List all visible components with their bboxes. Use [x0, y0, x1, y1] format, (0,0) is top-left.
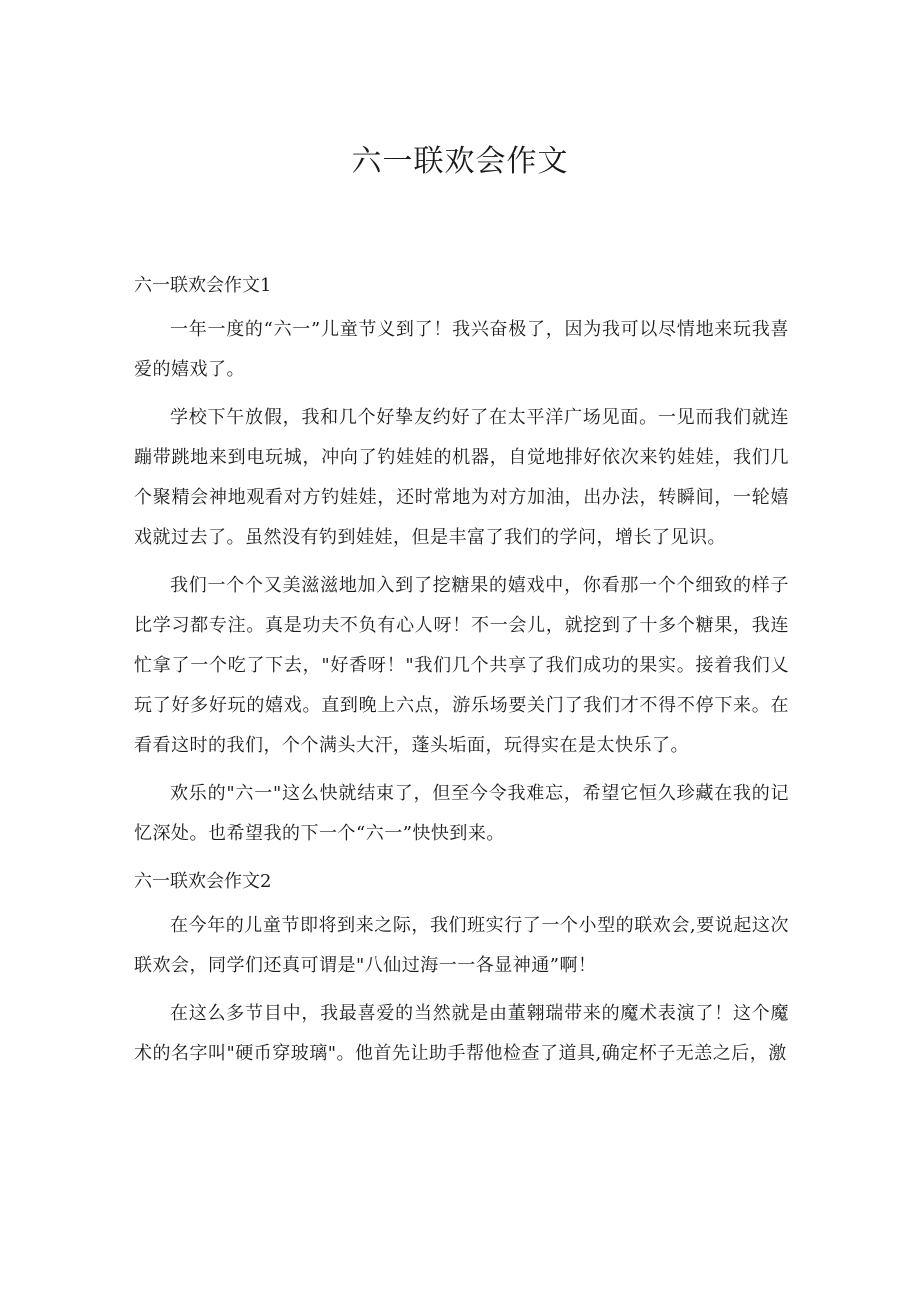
- paragraph: 一年一度的“六一”儿童节义到了！我兴奋极了，因为我可以尽情地来玩我喜爱的嬉戏了。: [134, 319, 789, 380]
- paragraph: 学校下午放假，我和几个好挚友约好了在太平洋广场见面。一见而我们就连蹦带跳地来到电玩城，冲向了钓娃娃的机器，自觉地排好依次来钓娃娃，我们几个聚精会神地观看对方钓娃娃，还时常地为对方加油，出办法，转瞬间，一轮嬉戏就过去了。虽然没有钓到娃娃，但是丰富了我们的学问，增长了见识。: [134, 407, 789, 548]
- essay-section-2: [134, 862, 789, 1074]
- paragraph: 在今年的儿童节即将到来之际，我们班实行了一个小型的联欢会,要说起这次联欢会，同学们还真可谓是"八仙过海一一各显神通”啊！: [134, 915, 789, 976]
- paragraph: 欢乐的"六一"这么快就结束了，但至今令我难忘，希望它恒久珍藏在我的记忆深处。也希望我的下一个“六一”快快到来。: [134, 783, 789, 844]
- section-heading: 六一联欢会作文2: [134, 871, 272, 892]
- essay-section-1: [134, 266, 789, 854]
- paragraph: 我们一个个又美滋滋地加入到了挖糖果的嬉戏中，你看那一个个细致的样子比学习都专注。真是功夫不负有心人呀！不一会儿，就挖到了十多个糖果，我连忙拿了一个吃了下去，"好香呀！"我们几个共享了我们成功的果实。接着我们乂玩了好多好玩的嬉戏。直到晚上六点，游乐场要关门了我们才不得不停下来。在看看这时的我们，个个满头大汗，蓬头垢面，玩得实在是太快乐了。: [134, 575, 789, 756]
- document-body: [134, 266, 789, 1082]
- paragraph: 在这么多节目中，我最喜爱的当然就是由董翱瑞带来的魔术表演了！这个魔术的名字叫"硬币穿玻璃"。他首先让助手帮他检查了道具,确定杯子无恙之后，激: [134, 1003, 789, 1064]
- document-title: 六一联欢会作文: [351, 144, 569, 179]
- section-heading: 六一联欢会作文1: [134, 275, 272, 296]
